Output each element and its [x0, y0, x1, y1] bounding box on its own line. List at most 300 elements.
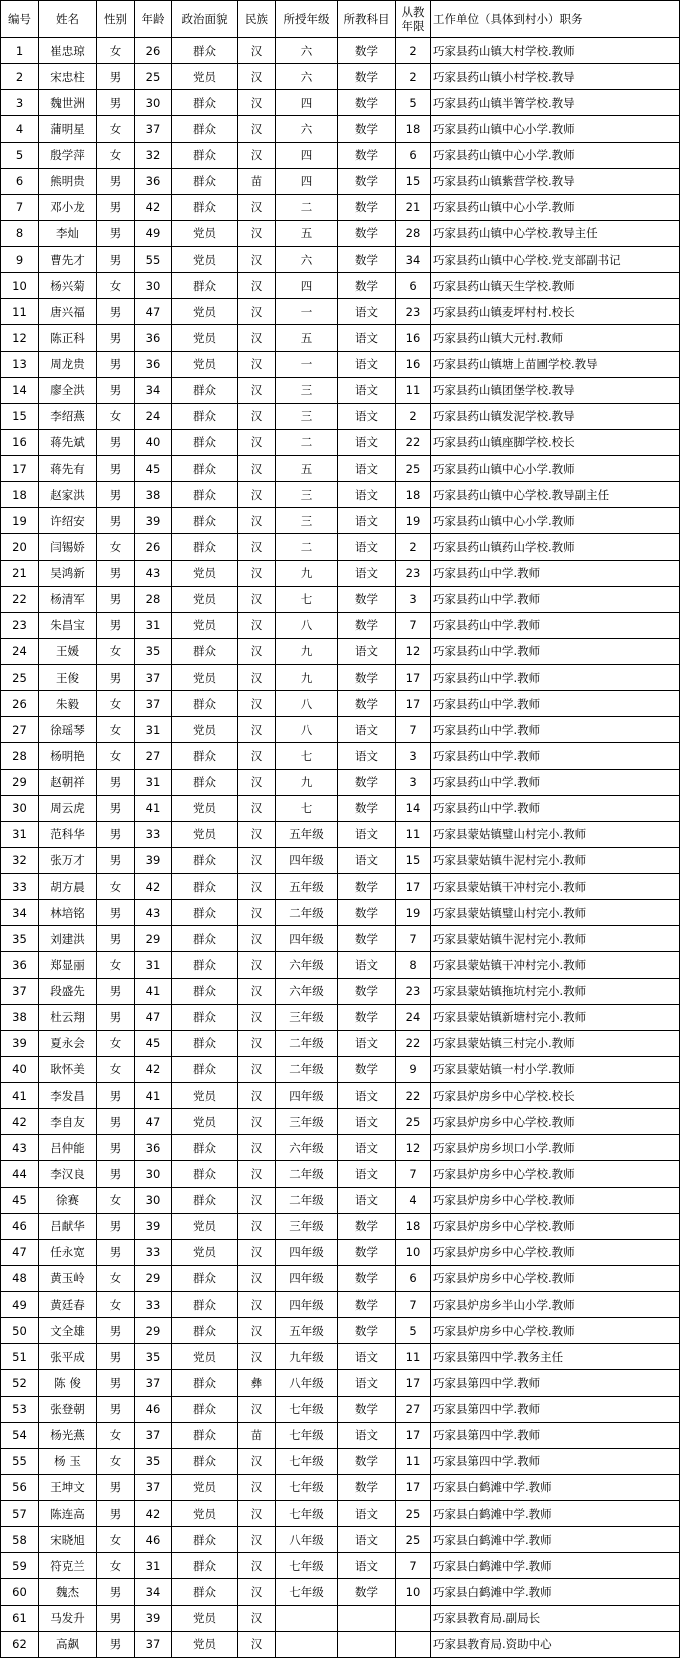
cell-grade: 二年级 [276, 1187, 338, 1213]
cell-subject: 数学 [338, 769, 396, 795]
cell-ethnicity: 汉 [238, 1448, 276, 1474]
cell-gender: 男 [97, 847, 135, 873]
cell-age: 37 [135, 1631, 172, 1657]
cell-grade: 三 [276, 482, 338, 508]
cell-years: 3 [396, 769, 431, 795]
cell-unit: 巧家县药山中学.教师 [431, 691, 680, 717]
cell-years: 6 [396, 1265, 431, 1291]
cell-gender: 男 [97, 795, 135, 821]
cell-political: 群众 [172, 769, 238, 795]
cell-no: 14 [1, 377, 39, 403]
cell-gender: 女 [97, 638, 135, 664]
cell-subject: 语文 [338, 1553, 396, 1579]
table-row [1, 1527, 680, 1553]
cell-grade: 五年级 [276, 874, 338, 900]
cell-grade: 七年级 [276, 1396, 338, 1422]
cell-age: 33 [135, 1292, 172, 1318]
cell-unit: 巧家县药山中学.教师 [431, 560, 680, 586]
cell-grade: 八 [276, 612, 338, 638]
cell-grade: 五 [276, 325, 338, 351]
cell-name: 徐瑶琴 [39, 717, 97, 743]
cell-name: 吕献华 [39, 1213, 97, 1239]
cell-ethnicity: 汉 [238, 952, 276, 978]
cell-no: 2 [1, 64, 39, 90]
cell-unit: 巧家县教育局.副局长 [431, 1605, 680, 1631]
cell-grade: 四年级 [276, 1083, 338, 1109]
cell-age: 30 [135, 273, 172, 299]
cell-name: 熊明贵 [39, 168, 97, 194]
header-subject: 所教科目 [338, 1, 396, 38]
cell-years: 3 [396, 743, 431, 769]
table-row [1, 142, 680, 168]
cell-ethnicity: 汉 [238, 1030, 276, 1056]
cell-gender: 男 [97, 1344, 135, 1370]
cell-subject: 语文 [338, 1370, 396, 1396]
table-row [1, 273, 680, 299]
cell-name: 黄廷春 [39, 1292, 97, 1318]
cell-political: 群众 [172, 142, 238, 168]
cell-political: 党员 [172, 1631, 238, 1657]
cell-unit: 巧家县炉房乡中心学校.校长 [431, 1083, 680, 1109]
cell-gender: 男 [97, 247, 135, 273]
cell-grade: 六 [276, 38, 338, 64]
cell-grade: 七 [276, 586, 338, 612]
cell-gender: 男 [97, 1579, 135, 1605]
cell-years: 24 [396, 1004, 431, 1030]
cell-age: 37 [135, 1370, 172, 1396]
cell-unit: 巧家县药山中学.教师 [431, 665, 680, 691]
header-gender: 性别 [97, 1, 135, 38]
cell-unit: 巧家县蒙姑镇三村完小.教师 [431, 1030, 680, 1056]
table-row [1, 612, 680, 638]
cell-name: 蒋先有 [39, 456, 97, 482]
cell-years: 14 [396, 795, 431, 821]
table-row [1, 482, 680, 508]
cell-grade: 三 [276, 403, 338, 429]
cell-no: 57 [1, 1501, 39, 1527]
cell-gender: 男 [97, 560, 135, 586]
cell-grade: 八年级 [276, 1527, 338, 1553]
cell-age: 24 [135, 403, 172, 429]
cell-name: 王俊 [39, 665, 97, 691]
cell-political: 党员 [172, 325, 238, 351]
cell-gender: 男 [97, 1631, 135, 1657]
cell-gender: 男 [97, 429, 135, 455]
cell-name: 王坤文 [39, 1474, 97, 1500]
cell-no: 34 [1, 900, 39, 926]
cell-political: 党员 [172, 220, 238, 246]
table-row [1, 220, 680, 246]
cell-no: 38 [1, 1004, 39, 1030]
cell-gender: 男 [97, 1083, 135, 1109]
cell-years: 17 [396, 1422, 431, 1448]
cell-unit: 巧家县第四中学.教师 [431, 1448, 680, 1474]
cell-grade: 六 [276, 247, 338, 273]
cell-years: 17 [396, 1370, 431, 1396]
cell-political: 群众 [172, 1553, 238, 1579]
cell-name: 廖全洪 [39, 377, 97, 403]
cell-grade: 四年级 [276, 1292, 338, 1318]
cell-age: 31 [135, 952, 172, 978]
table-row [1, 1083, 680, 1109]
cell-years: 23 [396, 978, 431, 1004]
cell-no: 56 [1, 1474, 39, 1500]
cell-years: 18 [396, 482, 431, 508]
cell-gender: 女 [97, 1265, 135, 1291]
cell-grade: 七 [276, 795, 338, 821]
cell-unit: 巧家县白鹤滩中学.教师 [431, 1501, 680, 1527]
cell-gender: 男 [97, 821, 135, 847]
cell-grade: 五 [276, 456, 338, 482]
cell-name: 陈正科 [39, 325, 97, 351]
cell-unit: 巧家县药山镇半箐学校.教导 [431, 90, 680, 116]
cell-unit: 巧家县炉房乡中心学校.教师 [431, 1161, 680, 1187]
cell-gender: 男 [97, 926, 135, 952]
cell-political: 党员 [172, 299, 238, 325]
cell-gender: 女 [97, 273, 135, 299]
cell-unit: 巧家县蒙姑镇干冲村完小.教师 [431, 874, 680, 900]
cell-unit: 巧家县药山中学.教师 [431, 795, 680, 821]
cell-unit: 巧家县蒙姑镇璧山村完小.教师 [431, 821, 680, 847]
cell-unit: 巧家县炉房乡中心学校.教师 [431, 1239, 680, 1265]
cell-name: 陈连高 [39, 1501, 97, 1527]
cell-age: 47 [135, 1004, 172, 1030]
cell-political: 党员 [172, 351, 238, 377]
cell-grade: 九 [276, 665, 338, 691]
cell-subject: 数学 [338, 586, 396, 612]
cell-grade: 六 [276, 64, 338, 90]
cell-no: 12 [1, 325, 39, 351]
table-row [1, 1370, 680, 1396]
cell-grade: 二 [276, 429, 338, 455]
cell-years [396, 1605, 431, 1631]
cell-unit: 巧家县蒙姑镇新塘村完小.教师 [431, 1004, 680, 1030]
cell-ethnicity: 汉 [238, 220, 276, 246]
cell-political: 群众 [172, 534, 238, 560]
cell-years: 2 [396, 38, 431, 64]
cell-no: 18 [1, 482, 39, 508]
cell-grade: 二 [276, 534, 338, 560]
cell-gender: 女 [97, 403, 135, 429]
header-row [1, 1, 680, 38]
cell-political: 群众 [172, 847, 238, 873]
cell-years: 17 [396, 874, 431, 900]
cell-subject: 语文 [338, 1030, 396, 1056]
cell-years: 18 [396, 116, 431, 142]
cell-unit: 巧家县药山镇塘上苗圃学校.教导 [431, 351, 680, 377]
cell-age: 36 [135, 168, 172, 194]
cell-subject: 语文 [338, 429, 396, 455]
cell-age: 37 [135, 691, 172, 717]
cell-years: 11 [396, 821, 431, 847]
cell-no: 30 [1, 795, 39, 821]
cell-gender: 男 [97, 299, 135, 325]
cell-name: 朱毅 [39, 691, 97, 717]
cell-no: 54 [1, 1422, 39, 1448]
table-row [1, 638, 680, 664]
cell-subject: 语文 [338, 403, 396, 429]
cell-years: 6 [396, 142, 431, 168]
table-row [1, 1239, 680, 1265]
cell-unit: 巧家县药山中学.教师 [431, 743, 680, 769]
cell-name: 朱昌宝 [39, 612, 97, 638]
cell-unit: 巧家县蒙姑镇璧山村完小.教师 [431, 900, 680, 926]
cell-no: 10 [1, 273, 39, 299]
cell-grade: 四 [276, 168, 338, 194]
cell-age: 37 [135, 1422, 172, 1448]
cell-no: 17 [1, 456, 39, 482]
cell-years: 8 [396, 952, 431, 978]
cell-no: 48 [1, 1265, 39, 1291]
cell-subject: 语文 [338, 560, 396, 586]
cell-ethnicity: 汉 [238, 1396, 276, 1422]
cell-subject: 数学 [338, 900, 396, 926]
table-row [1, 1292, 680, 1318]
cell-years: 25 [396, 1109, 431, 1135]
cell-years: 22 [396, 429, 431, 455]
cell-unit: 巧家县药山镇中心小学.教师 [431, 456, 680, 482]
cell-gender: 女 [97, 1030, 135, 1056]
cell-ethnicity: 汉 [238, 1239, 276, 1265]
cell-grade: 六年级 [276, 952, 338, 978]
cell-years: 11 [396, 1344, 431, 1370]
cell-age: 35 [135, 1344, 172, 1370]
cell-gender: 女 [97, 1553, 135, 1579]
cell-ethnicity: 汉 [238, 795, 276, 821]
table-row [1, 874, 680, 900]
cell-grade: 二 [276, 194, 338, 220]
cell-age: 46 [135, 1396, 172, 1422]
cell-ethnicity: 汉 [238, 874, 276, 900]
cell-age: 36 [135, 325, 172, 351]
cell-name: 段盛先 [39, 978, 97, 1004]
table-row [1, 769, 680, 795]
cell-political: 群众 [172, 691, 238, 717]
cell-ethnicity: 汉 [238, 665, 276, 691]
cell-unit: 巧家县药山镇大元村.教师 [431, 325, 680, 351]
table-row [1, 1004, 680, 1030]
cell-no: 20 [1, 534, 39, 560]
cell-political: 群众 [172, 1135, 238, 1161]
cell-gender: 男 [97, 508, 135, 534]
cell-name: 李发昌 [39, 1083, 97, 1109]
cell-name: 宋忠柱 [39, 64, 97, 90]
cell-subject: 语文 [338, 456, 396, 482]
cell-grade: 九 [276, 560, 338, 586]
cell-grade: 七年级 [276, 1448, 338, 1474]
cell-ethnicity: 汉 [238, 1213, 276, 1239]
cell-gender: 男 [97, 90, 135, 116]
cell-name: 张万才 [39, 847, 97, 873]
cell-years: 7 [396, 1161, 431, 1187]
cell-subject: 数学 [338, 194, 396, 220]
cell-grade: 七年级 [276, 1553, 338, 1579]
cell-age: 25 [135, 64, 172, 90]
cell-unit: 巧家县蒙姑镇一村小学.教师 [431, 1056, 680, 1082]
cell-gender: 女 [97, 1187, 135, 1213]
cell-no: 62 [1, 1631, 39, 1657]
cell-age: 27 [135, 743, 172, 769]
cell-age: 31 [135, 769, 172, 795]
cell-name: 魏世洲 [39, 90, 97, 116]
cell-grade: 二年级 [276, 900, 338, 926]
cell-ethnicity: 汉 [238, 691, 276, 717]
table-row [1, 665, 680, 691]
cell-political: 党员 [172, 560, 238, 586]
cell-years: 16 [396, 351, 431, 377]
cell-grade: 四 [276, 142, 338, 168]
cell-subject: 数学 [338, 978, 396, 1004]
cell-no: 44 [1, 1161, 39, 1187]
cell-ethnicity: 汉 [238, 1056, 276, 1082]
table-row [1, 717, 680, 743]
cell-unit: 巧家县蒙姑镇牛泥村完小.教师 [431, 926, 680, 952]
cell-subject: 数学 [338, 926, 396, 952]
cell-name: 蒋先斌 [39, 429, 97, 455]
cell-years: 27 [396, 1396, 431, 1422]
cell-unit: 巧家县药山镇团堡学校.教导 [431, 377, 680, 403]
cell-ethnicity: 汉 [238, 90, 276, 116]
cell-grade: 五年级 [276, 821, 338, 847]
cell-grade: 四年级 [276, 926, 338, 952]
cell-age: 36 [135, 1135, 172, 1161]
cell-unit: 巧家县药山镇中心小学.教师 [431, 194, 680, 220]
table-row [1, 1422, 680, 1448]
cell-subject: 语文 [338, 377, 396, 403]
cell-unit: 巧家县第四中学.教务主任 [431, 1344, 680, 1370]
cell-unit: 巧家县药山中学.教师 [431, 717, 680, 743]
cell-no: 45 [1, 1187, 39, 1213]
cell-years: 22 [396, 1030, 431, 1056]
table-row [1, 926, 680, 952]
table-row [1, 691, 680, 717]
cell-age: 36 [135, 351, 172, 377]
cell-unit: 巧家县药山镇麦坪村村.校长 [431, 299, 680, 325]
cell-grade [276, 1605, 338, 1631]
cell-name: 吴鸿新 [39, 560, 97, 586]
cell-unit: 巧家县药山镇中心学校.教导副主任 [431, 482, 680, 508]
cell-grade: 二年级 [276, 1056, 338, 1082]
cell-name: 高飙 [39, 1631, 97, 1657]
cell-name: 许绍安 [39, 508, 97, 534]
cell-gender: 男 [97, 900, 135, 926]
cell-ethnicity: 彝 [238, 1370, 276, 1396]
cell-political: 党员 [172, 247, 238, 273]
cell-name: 文全雄 [39, 1318, 97, 1344]
table-header [1, 1, 680, 38]
cell-years: 19 [396, 508, 431, 534]
cell-no: 22 [1, 586, 39, 612]
cell-years: 11 [396, 1448, 431, 1474]
cell-gender: 男 [97, 1135, 135, 1161]
cell-grade: 三年级 [276, 1213, 338, 1239]
cell-years: 17 [396, 691, 431, 717]
cell-subject: 数学 [338, 1004, 396, 1030]
cell-ethnicity: 汉 [238, 1161, 276, 1187]
cell-age: 43 [135, 560, 172, 586]
table-row [1, 508, 680, 534]
cell-grade: 七年级 [276, 1422, 338, 1448]
cell-grade: 三 [276, 377, 338, 403]
cell-no: 55 [1, 1448, 39, 1474]
cell-ethnicity: 汉 [238, 978, 276, 1004]
cell-gender: 男 [97, 1004, 135, 1030]
cell-grade: 二年级 [276, 1161, 338, 1187]
cell-no: 24 [1, 638, 39, 664]
cell-ethnicity: 汉 [238, 1187, 276, 1213]
table-row [1, 64, 680, 90]
cell-years: 10 [396, 1239, 431, 1265]
table-row [1, 1501, 680, 1527]
table-row [1, 534, 680, 560]
cell-no: 6 [1, 168, 39, 194]
cell-ethnicity: 汉 [238, 1631, 276, 1657]
cell-gender: 男 [97, 168, 135, 194]
cell-political: 党员 [172, 717, 238, 743]
cell-political: 群众 [172, 1527, 238, 1553]
table-row [1, 194, 680, 220]
header-name: 姓名 [39, 1, 97, 38]
cell-gender: 男 [97, 482, 135, 508]
table-row [1, 1631, 680, 1657]
cell-subject: 数学 [338, 665, 396, 691]
cell-age: 39 [135, 847, 172, 873]
cell-gender: 男 [97, 351, 135, 377]
cell-years: 17 [396, 665, 431, 691]
cell-years: 5 [396, 1318, 431, 1344]
cell-political: 群众 [172, 1448, 238, 1474]
cell-years: 15 [396, 168, 431, 194]
cell-subject: 语文 [338, 1527, 396, 1553]
cell-years: 7 [396, 1292, 431, 1318]
cell-name: 符克兰 [39, 1553, 97, 1579]
cell-subject: 语文 [338, 1344, 396, 1370]
cell-age: 31 [135, 1553, 172, 1579]
cell-ethnicity: 汉 [238, 273, 276, 299]
cell-name: 杨清军 [39, 586, 97, 612]
cell-political: 党员 [172, 64, 238, 90]
cell-gender: 男 [97, 978, 135, 1004]
cell-no: 15 [1, 403, 39, 429]
cell-years: 5 [396, 90, 431, 116]
cell-grade: 八 [276, 717, 338, 743]
cell-age: 41 [135, 1083, 172, 1109]
cell-ethnicity: 汉 [238, 482, 276, 508]
table-row [1, 1109, 680, 1135]
cell-unit: 巧家县药山镇紫营学校.教导 [431, 168, 680, 194]
cell-name: 徐赛 [39, 1187, 97, 1213]
cell-unit: 巧家县药山中学.教师 [431, 586, 680, 612]
cell-political: 群众 [172, 1318, 238, 1344]
cell-subject: 数学 [338, 1448, 396, 1474]
cell-unit: 巧家县炉房乡中心学校.教师 [431, 1187, 680, 1213]
cell-ethnicity: 汉 [238, 926, 276, 952]
cell-political: 群众 [172, 1187, 238, 1213]
cell-ethnicity: 汉 [238, 194, 276, 220]
cell-age: 30 [135, 90, 172, 116]
cell-subject: 数学 [338, 874, 396, 900]
table-row [1, 586, 680, 612]
cell-political: 群众 [172, 1161, 238, 1187]
cell-subject: 数学 [338, 1396, 396, 1422]
cell-years: 12 [396, 638, 431, 664]
cell-age: 35 [135, 638, 172, 664]
cell-unit: 巧家县白鹤滩中学.教师 [431, 1579, 680, 1605]
cell-age: 29 [135, 1265, 172, 1291]
cell-gender: 女 [97, 534, 135, 560]
cell-unit: 巧家县药山镇中心学校.教导主任 [431, 220, 680, 246]
cell-subject: 语文 [338, 717, 396, 743]
